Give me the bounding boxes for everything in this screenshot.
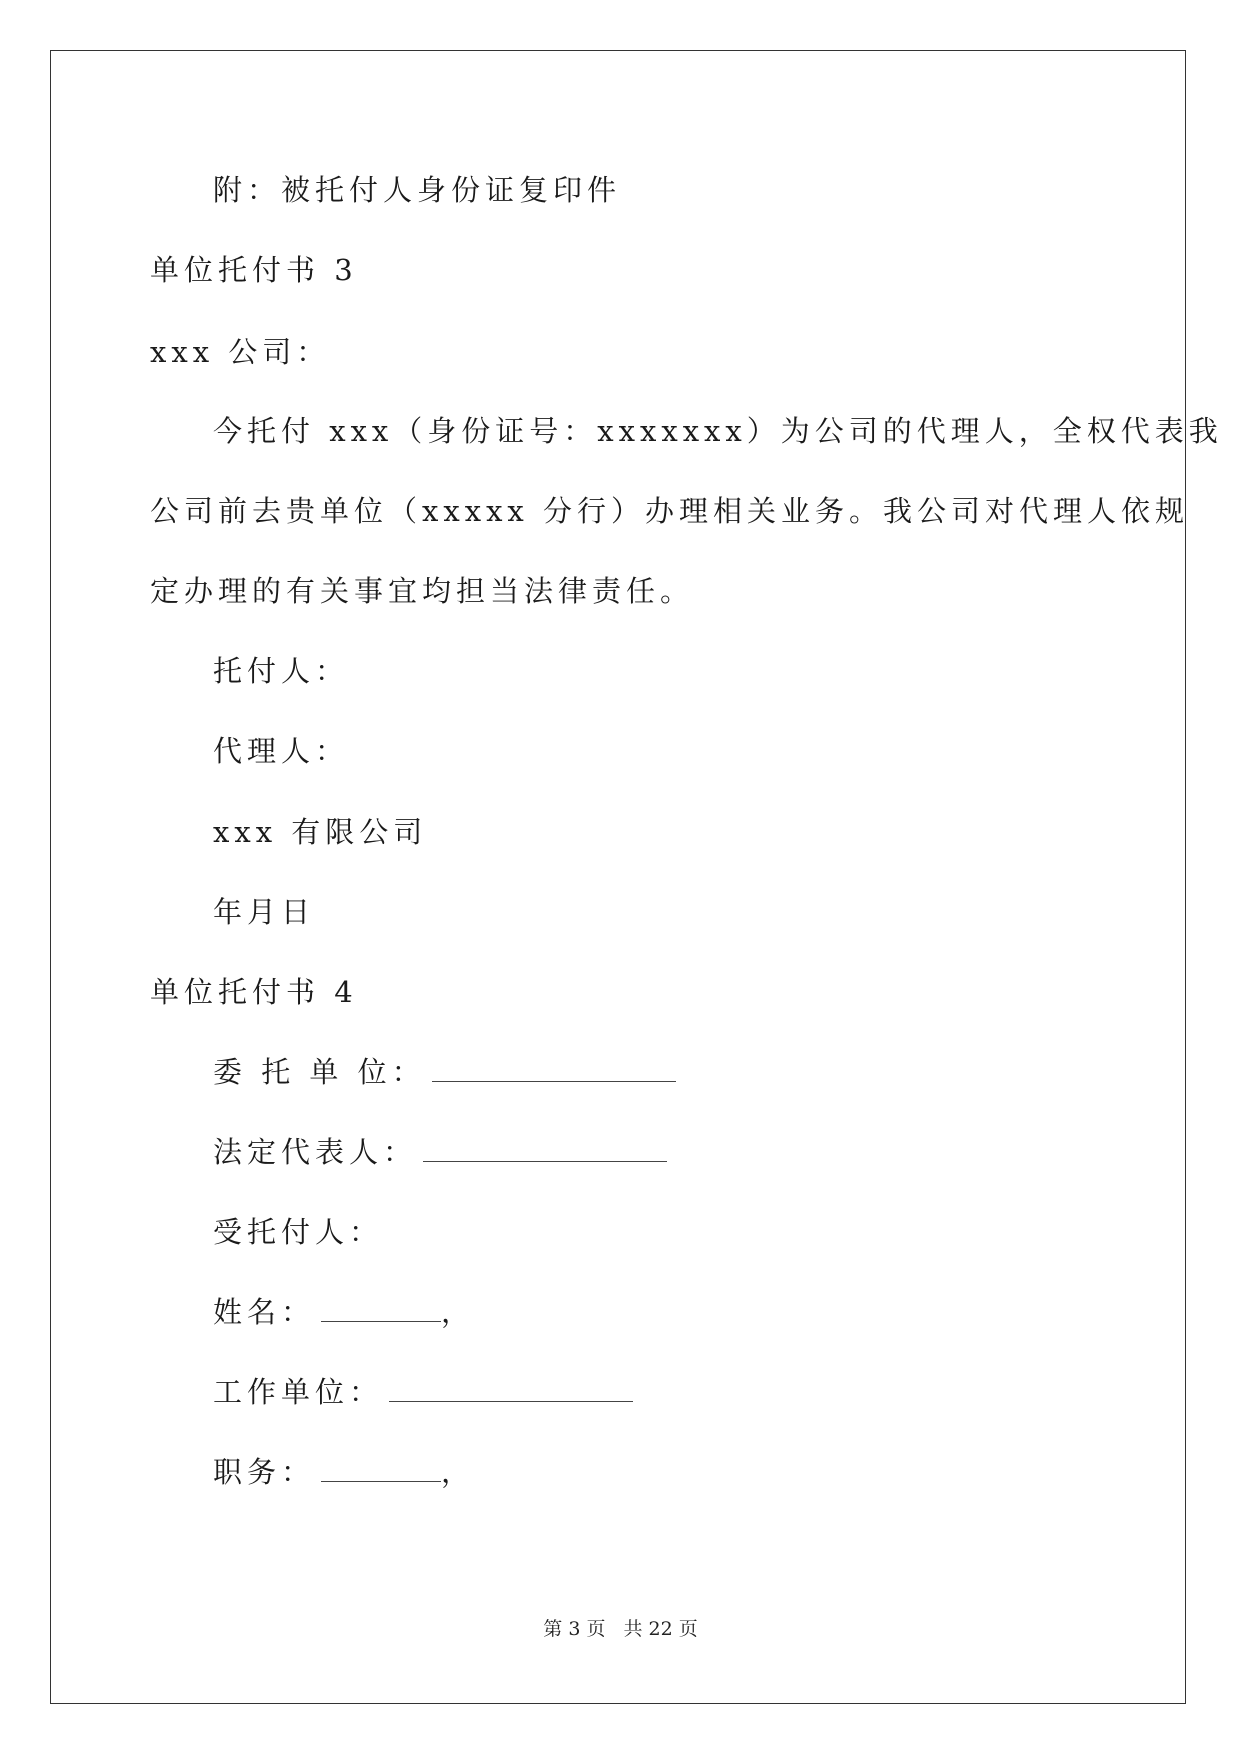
name-blank (321, 1320, 441, 1322)
body-paragraph-line-3: 定办理的有关事宜均担当法律责任。 (150, 574, 695, 608)
legal-representative-label: 法定代表人： (213, 1135, 418, 1169)
attachment-note: 附：被托付人身份证复印件 (213, 173, 622, 207)
page-footer (0, 1614, 1241, 1641)
agent-label: 代理人： (213, 734, 350, 768)
workplace-label: 工作单位： (213, 1375, 384, 1409)
legal-representative-row (213, 1135, 667, 1169)
position-label: 职务： (213, 1455, 316, 1489)
page-total: 共 22 页 (623, 1618, 698, 1640)
body-paragraph-line-2: 公司前去贵单位（xxxxx 分行）办理相关业务。我公司对代理人依规 (150, 494, 1189, 528)
entrusting-unit-label: 委 托 单 位： (213, 1055, 426, 1089)
workplace-row (213, 1375, 633, 1409)
addressee-company: xxx 公司： (150, 335, 331, 369)
name-label: 姓名： (213, 1295, 316, 1329)
date-line: 年月日 (213, 895, 316, 929)
entrusting-unit-blank (432, 1080, 676, 1082)
company-ltd-signature: xxx 有限公司 (213, 815, 428, 849)
name-row (213, 1295, 476, 1329)
page-number: 第 3 页 (543, 1618, 606, 1640)
principal-label: 托付人： (213, 654, 350, 688)
position-blank (321, 1480, 441, 1482)
position-row (213, 1455, 476, 1489)
position-suffix: ， (441, 1455, 476, 1489)
entrusting-unit-row (213, 1055, 676, 1089)
body-paragraph-line-1: 今托付 xxx（身份证号：xxxxxxx）为公司的代理人，全权代表我 (213, 414, 1223, 448)
name-suffix: ， (441, 1295, 476, 1329)
section-heading-4: 单位托付书 4 (150, 975, 358, 1009)
trustee-label: 受托付人： (213, 1215, 384, 1249)
legal-representative-blank (423, 1160, 667, 1162)
workplace-blank (389, 1400, 633, 1402)
section-heading-3: 单位托付书 3 (150, 253, 358, 287)
